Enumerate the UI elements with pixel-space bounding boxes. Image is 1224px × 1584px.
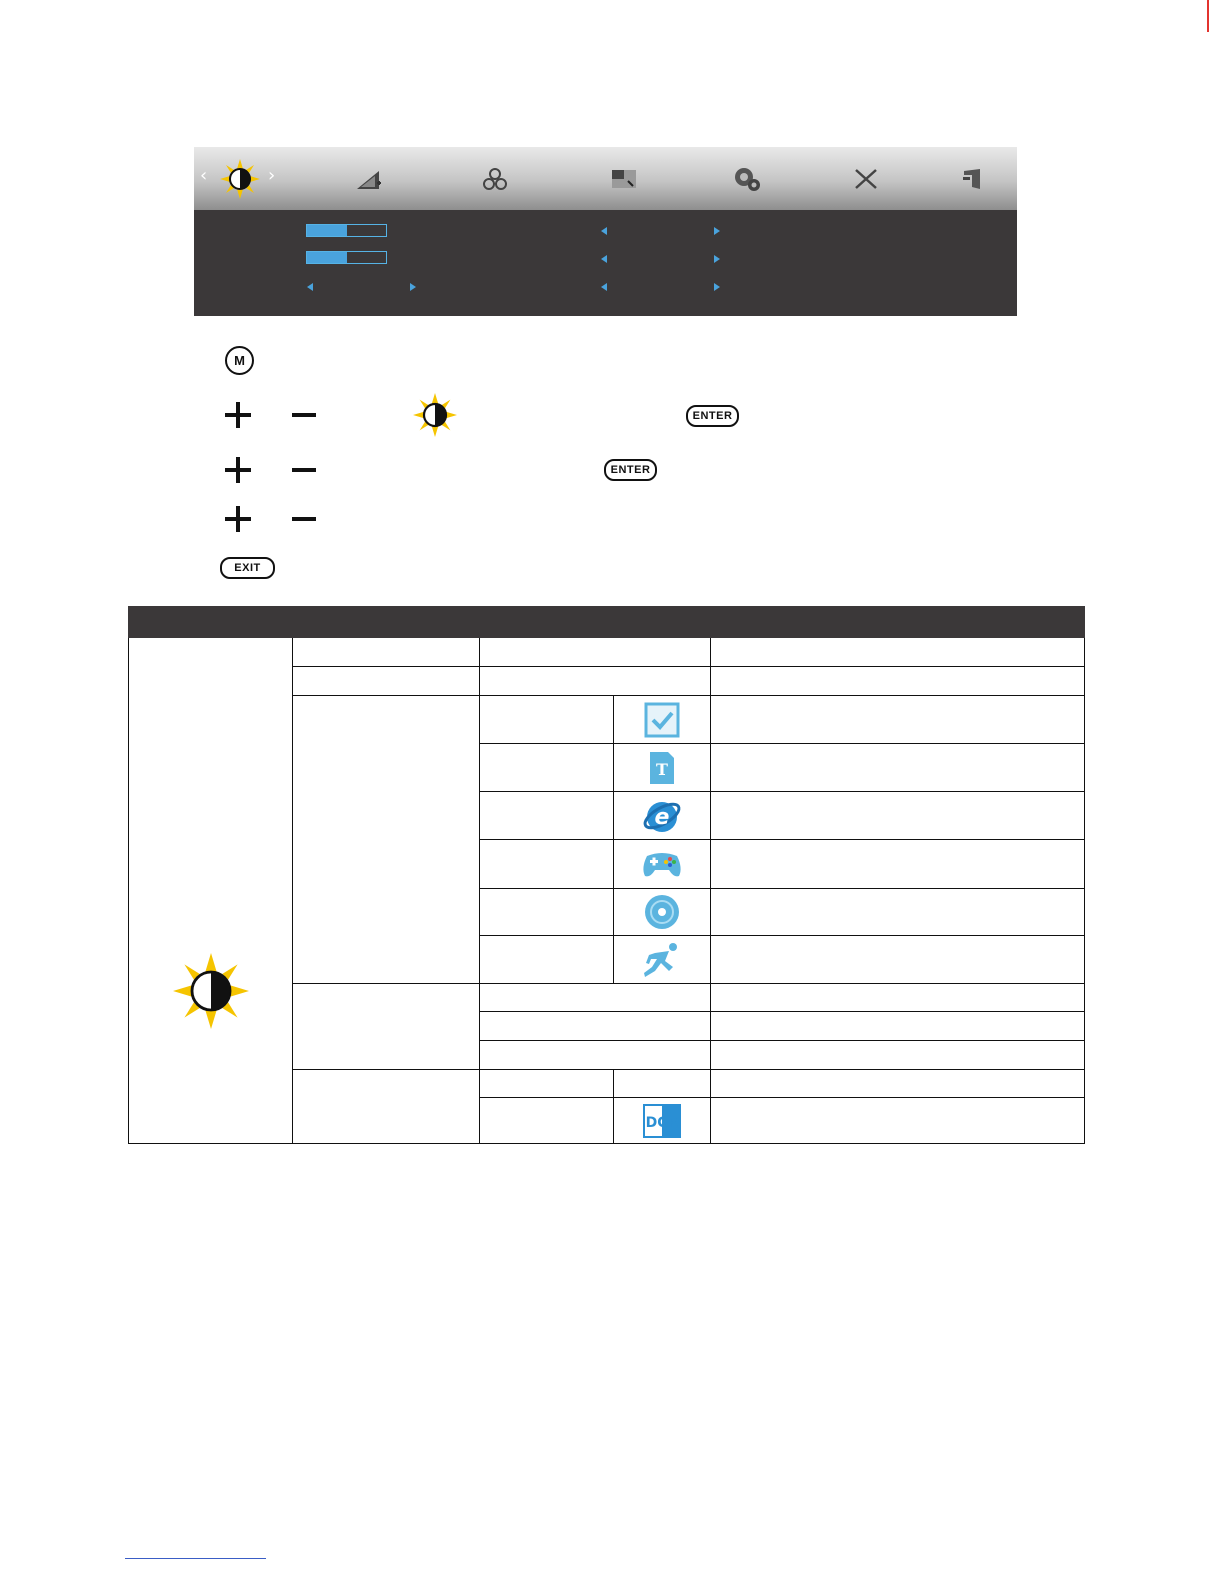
svg-text:e: e — [654, 804, 670, 830]
row3-right-arrow-icon[interactable] — [410, 283, 416, 291]
table-cell — [614, 1098, 711, 1144]
enter-button-icon — [604, 459, 657, 481]
text-icon — [648, 750, 676, 786]
internet-icon — [642, 797, 682, 835]
slider-fill — [307, 252, 347, 263]
tab-color-setup[interactable] — [475, 157, 515, 201]
color-setup-icon — [482, 167, 508, 191]
row3b-right-arrow-icon[interactable] — [714, 283, 720, 291]
table-cell — [711, 638, 1085, 667]
table-cell — [480, 1012, 711, 1041]
table-header-cell — [293, 607, 480, 638]
footer-link-underline[interactable] — [125, 1558, 266, 1559]
table-cell — [480, 984, 711, 1012]
table-header-row — [129, 607, 1085, 638]
table-cell — [711, 936, 1085, 984]
row3b-left-arrow-icon[interactable] — [601, 283, 607, 291]
table-cell — [711, 1041, 1085, 1070]
table-cell — [480, 889, 614, 936]
table-cell — [480, 936, 614, 984]
osd-tab-bar — [194, 147, 1017, 210]
table-cell — [614, 1070, 711, 1098]
slider-fill — [307, 225, 347, 236]
game-icon — [641, 848, 683, 880]
osd-slider-1[interactable] — [306, 224, 387, 237]
table-cell — [293, 667, 480, 696]
row2-right-arrow-icon[interactable] — [714, 255, 720, 263]
osd-menu — [194, 147, 1017, 316]
table-cell — [711, 792, 1085, 840]
table-cell — [480, 638, 711, 667]
table-cell — [293, 696, 480, 984]
plus-button-icon — [225, 402, 251, 428]
luminance-cell — [129, 638, 293, 1144]
table-cell — [711, 744, 1085, 792]
menu-m-button — [225, 346, 254, 375]
table-row — [129, 638, 1085, 667]
table-cell — [480, 1098, 614, 1144]
table-cell — [480, 1070, 614, 1098]
table-cell — [614, 792, 711, 840]
table-header-cell — [480, 607, 1085, 638]
table-cell — [480, 744, 614, 792]
exit-icon — [960, 167, 984, 191]
table-cell — [711, 667, 1085, 696]
table-cell — [711, 1012, 1085, 1041]
dcr-icon — [643, 1104, 681, 1138]
table-cell — [480, 792, 614, 840]
luminance-icon — [220, 159, 260, 199]
tab-exit[interactable] — [952, 157, 992, 201]
table-cell — [614, 696, 711, 744]
table-cell — [480, 696, 614, 744]
minus-button-icon — [292, 402, 316, 428]
table-cell — [711, 984, 1085, 1012]
minus-button-icon — [292, 506, 316, 532]
table-cell — [711, 840, 1085, 889]
row1-right-arrow-icon[interactable] — [714, 227, 720, 235]
minus-button-icon — [292, 457, 316, 483]
table-cell — [480, 1041, 711, 1070]
picture-boost-icon — [610, 168, 638, 190]
image-setup-icon — [355, 167, 385, 191]
table-header-cell — [129, 607, 293, 638]
osd-slider-2[interactable] — [306, 251, 387, 264]
table-cell — [480, 667, 711, 696]
tab-next-icon[interactable]: › — [268, 165, 276, 186]
table-cell — [293, 638, 480, 667]
table-cell — [614, 889, 711, 936]
row3-left-arrow-icon[interactable] — [307, 283, 313, 291]
table-cell — [614, 936, 711, 984]
table-cell — [711, 1098, 1085, 1144]
enter-label: ENTER — [610, 464, 651, 476]
dcr-label: DCR — [645, 1114, 679, 1131]
luminance-spec-table — [128, 606, 1085, 1144]
luminance-icon — [413, 393, 457, 437]
enter-label: ENTER — [692, 410, 733, 422]
table-cell — [711, 889, 1085, 936]
table-cell — [614, 840, 711, 889]
luminance-icon — [173, 953, 249, 1029]
table-cell — [293, 984, 480, 1070]
row1-left-arrow-icon[interactable] — [601, 227, 607, 235]
m-label: M — [234, 353, 245, 368]
table-cell — [480, 840, 614, 889]
tab-prev-icon[interactable]: ‹ — [200, 165, 208, 186]
exit-label: EXIT — [234, 562, 261, 574]
tab-luminance[interactable] — [220, 157, 260, 201]
table-cell — [293, 1070, 480, 1144]
table-cell — [711, 696, 1085, 744]
extra-icon — [853, 167, 879, 191]
plus-button-icon — [225, 506, 251, 532]
row2-left-arrow-icon[interactable] — [601, 255, 607, 263]
tab-image-setup[interactable] — [350, 157, 390, 201]
page-edge-mark — [1207, 0, 1209, 32]
table-cell — [614, 744, 711, 792]
plus-button-icon — [225, 457, 251, 483]
exit-button-icon — [220, 557, 275, 579]
movie-icon — [644, 894, 680, 930]
sports-icon — [641, 941, 683, 979]
svg-text:T: T — [656, 759, 668, 779]
enter-button-icon — [686, 405, 739, 427]
tab-osd-setup[interactable] — [727, 157, 767, 201]
standard-icon — [644, 702, 680, 738]
tab-extra[interactable] — [846, 157, 886, 201]
table-cell — [711, 1070, 1085, 1098]
osd-setup-icon — [732, 166, 762, 192]
tab-picture-boost[interactable] — [604, 157, 644, 201]
